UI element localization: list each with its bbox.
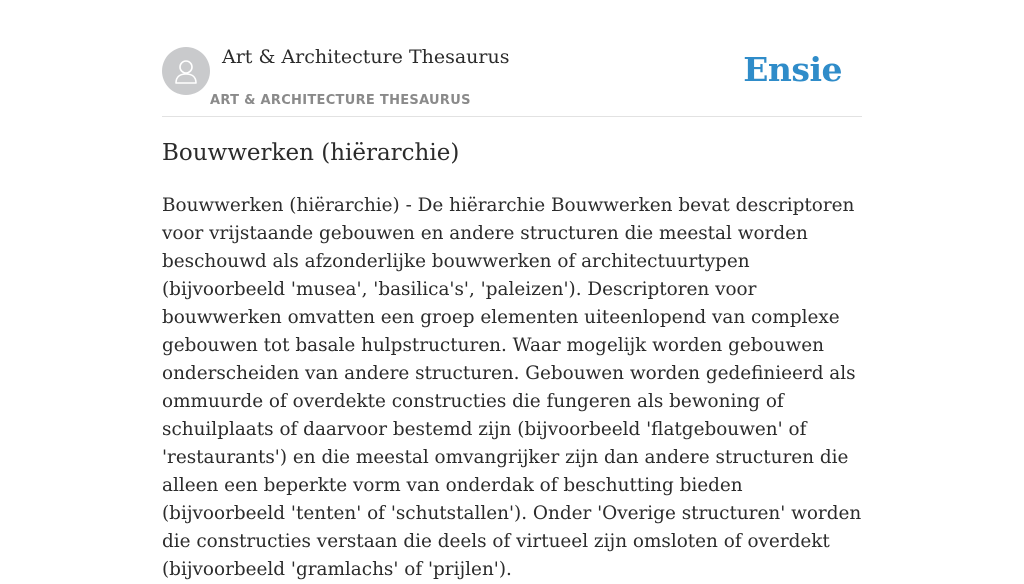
article-body: Bouwwerken (hiërarchie) - De hiërarchie Bouwwerken bevat descriptoren voor vrijstaande gebouwen en andere structuren die meestal worden beschouwd als afzonderlijke bouwwerken of architectuurtypen (bijvoorbeeld 'musea', 'basilica's', 'paleizen'). Descriptoren voor bouwwerken omvatten een groep elementen uiteenlopend van complexe gebouwen tot basale hulpstructuren. Waar mogelijk worden gebouwen onderscheiden van andere structuren. Gebouwen worden gedefinieerd als ommuurde of overdekte constructies die fungeren als bewoning of schuilplaats of daarvoor bestemd zijn (bijvoorbeeld 'flatgebouwen' of 'restaurants') en die meestal omvangrijker zijn dan andere structuren die alleen een beperkte vorm van onderdak of beschutting bieden (bijvoorbeeld 'tenten' of 'schutstallen'). Onder 'Overige structuren' worden die constructies verstaan die deels of virtueel zijn omsloten of overdekt (bijvoorbeeld 'gramlachs' of 'prijlen'). <box>162 195 862 580</box>
author-name[interactable]: Art & Architecture Thesaurus <box>222 46 510 68</box>
ensie-logo[interactable]: Ensie <box>743 50 842 89</box>
author-avatar[interactable] <box>162 47 210 95</box>
page-container <box>162 0 862 580</box>
article-header <box>162 0 862 117</box>
user-silhouette-icon <box>171 56 201 86</box>
source-label: ART & ARCHITECTURE THESAURUS <box>210 93 471 108</box>
article-title: Bouwwerken (hiërarchie) <box>162 140 460 166</box>
